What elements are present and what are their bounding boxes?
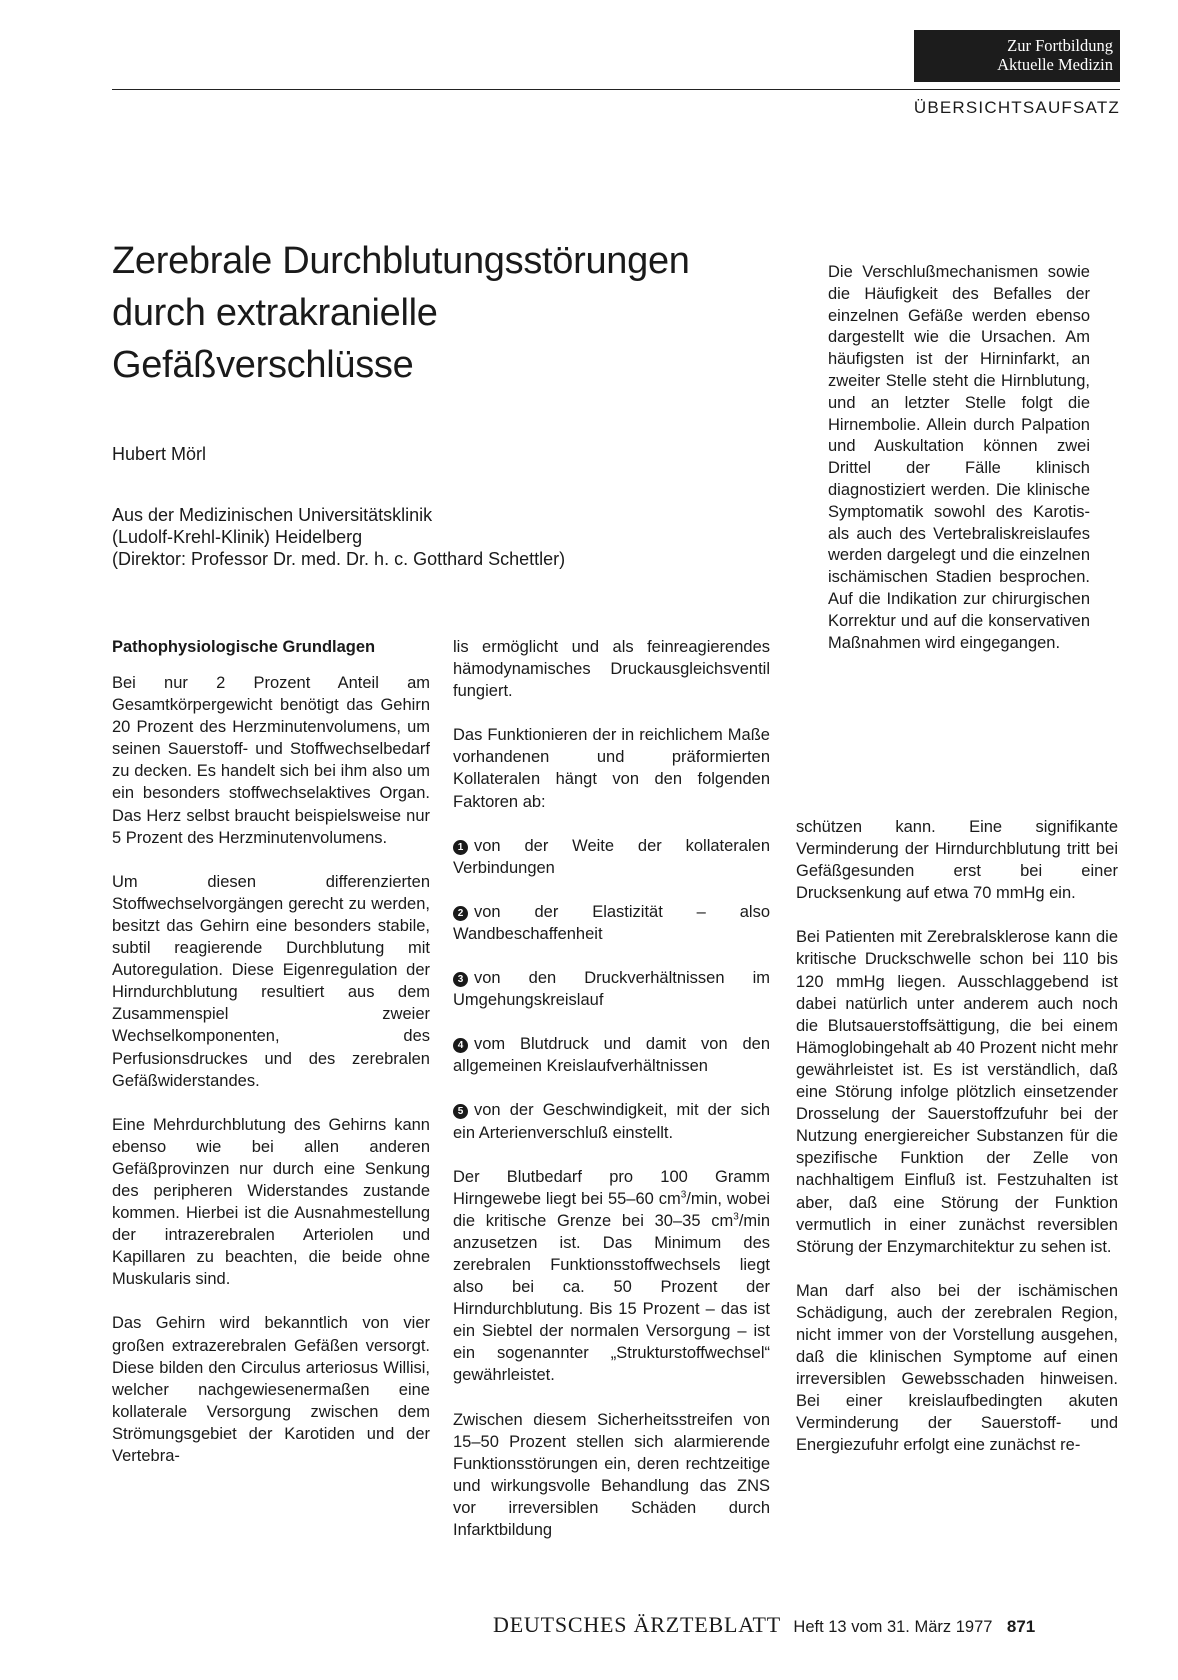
factor-text: von der Elastizität – also Wandbeschaffenheit <box>453 902 770 943</box>
abstract: Die Verschlußmechanismen sowie die Häufigkeit des Befalles der einzelnen Gefäße werden ebenso dargestellt wie die Ursachen. Am häufigsten ist der Hirninfarkt, an zweiter Stelle steht die Hirnblutung, und an letzter Stelle folgt die Hirnembolie. Allein durch Palpation und Auskultation können zwei Drittel der Fälle klinisch diagnostiziert werden. Die klinische Symptomatik sowohl des Karotis- als auch des Vertebraliskreislaufes werden dargelegt und die einzelnen ischämischen Stadien besprochen. Auf die Indikation zur chirurgischen Korrektur und auf die konservativen Maßnahmen wird eingegangen. <box>828 263 1090 652</box>
paragraph: Bei nur 2 Prozent Anteil am Gesamtkörpergewicht benötigt das Gehirn 20 Prozent des Herzminutenvolumens, um seinen Sauerstoff- und Stoffwechselbedarf zu decken. Es handelt sich bei ihm also um ein besonders stoffwechselaktives Organ. Das Herz selbst braucht beispielsweise nur 5 Prozent des Herzminutenvolumens. <box>112 674 430 847</box>
number-4-icon: 4 <box>453 1038 468 1053</box>
number-2-icon: 2 <box>453 906 468 921</box>
paragraph: Zwischen diesem Sicherheitsstreifen von 15–50 Prozent stellen sich alarmierende Funktionsstörungen ein, deren rechtzeitige und wirkungsvolle Behandlung das ZNS vor irreversiblen Schäden durch Infarktbildung <box>453 1410 770 1539</box>
journal-name: DEUTSCHES ÄRZTEBLATT <box>493 1612 781 1637</box>
paragraph: Das Gehirn wird bekanntlich von vier großen extrazerebralen Gefäßen versorgt. Diese bilden den Circulus arteriosus Willisi, welcher nachgewiesenermaßen eine kollaterale Versorgung zwischen dem Strömungsgebiet der Karotiden und der Vertebra- <box>112 1314 430 1465</box>
factor-item <box>453 1099 770 1143</box>
factor-text: von der Geschwindigkeit, mit der sich ein Arterienverschluß einstellt. <box>453 1101 770 1142</box>
affiliation-line-3: (Direktor: Professor Dr. med. Dr. h. c. Gotthard Schettler) <box>112 549 566 569</box>
page-number: 871 <box>1006 1617 1036 1636</box>
title-line-2: durch extrakranielle <box>112 292 438 334</box>
paragraph <box>453 1166 770 1387</box>
issue-info: Heft 13 vom 31. März 1977 <box>793 1618 993 1636</box>
paragraph: Das Funktionieren der in reichlichem Maße vorhandenen und präformierten Kollateralen hängt von den folgenden Faktoren ab: <box>453 726 770 811</box>
text-run: /min anzusetzen ist. Das Minimum des zerebralen Funktionsstoffwechsels liegt also bei ca. 50 Prozent der Hirndurchblutung. Bis 15 Prozent – das ist ein Siebtel der normalen Versorgung – ist ein sogenannter „Strukturstoffwechsel“ gewährleistet. <box>453 1211 770 1385</box>
paragraph: Um diesen differenzierten Stoffwechselvorgängen gerecht zu werden, besitzt das Gehirn eine besonders stabile, subtil reagierende Durchblutung mit Autoregulation. Diese Eigenregulation der Hirndurchblutung resultiert aus dem Zusammenspiel zweier Wechselkomponenten, des Perfusionsdruckes und des zerebralen Gefäßwiderstandes. <box>112 872 430 1090</box>
paragraph: Man darf also bei der ischämischen Schädigung, auch der zerebralen Region, nicht immer von der Vorstellung ausgehen, daß die klinischen Symptome auf einen irreversiblen Gewebsschaden hinweisen. Bei einer kreislaufbedingten akuten Verminderung der Sauerstoff- und Energiezufuhr erfolgt eine zunächst re- <box>796 1281 1118 1455</box>
affiliation <box>112 504 565 570</box>
header-rule <box>112 89 1120 90</box>
paragraph: Eine Mehrdurchblutung des Gehirns kann ebenso wie bei allen anderen Gefäßprovinzen nur durch eine Senkung des peripheren Widerstandes zustande kommen. Hierbei ist die Ausnahmestellung der intrazerebralen Arteriolen und Kapillaren zu beachten, die beide ohne Muskularis sind. <box>112 1115 430 1289</box>
number-3-icon: 3 <box>453 972 468 987</box>
page-footer <box>493 1612 1035 1638</box>
text-run: Der Blutbedarf pro 100 Gramm Hirngewebe liegt bei 55–60 cm <box>453 1167 770 1208</box>
factor-text: vom Blutdruck und damit von den allgemeinen Kreislaufverhältnissen <box>453 1035 770 1076</box>
affiliation-line-1: Aus der Medizinischen Universitätsklinik <box>112 505 433 525</box>
badge-line-2: Aktuelle Medizin <box>997 55 1113 74</box>
factor-item <box>453 967 770 1011</box>
factor-text: von der Weite der kollateralen Verbindungen <box>453 836 770 877</box>
column-1 <box>112 636 430 1467</box>
title-line-3: Gefäßverschlüsse <box>112 344 414 386</box>
paragraph: lis ermöglicht und als feinreagierendes hämodynamisches Druckausgleichsventil fungiert. <box>453 638 770 701</box>
factor-text: von den Druckverhältnissen im Umgehungskreislauf <box>453 969 770 1010</box>
superscript: 3 <box>680 1189 687 1201</box>
number-1-icon: 1 <box>453 840 468 855</box>
affiliation-line-2: (Ludolf-Krehl-Klinik) Heidelberg <box>112 527 363 547</box>
section-heading: Pathophysiologische Grundlagen <box>112 638 376 656</box>
factor-item <box>453 1033 770 1077</box>
section-label: ÜBERSICHTSAUFSATZ <box>913 98 1120 117</box>
article-title <box>112 235 812 391</box>
badge-line-1: Zur Fortbildung <box>1007 36 1113 55</box>
factor-item <box>453 901 770 945</box>
title-line-1: Zerebrale Durchblutungsstörungen <box>112 240 690 282</box>
author: Hubert Mörl <box>112 444 207 464</box>
column-2 <box>453 636 770 1541</box>
superscript: 3 <box>733 1211 739 1223</box>
category-badge <box>914 30 1120 82</box>
text-run: /min, wobei die kritische Grenze bei 30–35 cm <box>453 1189 771 1230</box>
paragraph: schützen kann. Eine signifikante Verminderung der Hirndurchblutung tritt bei Gefäßgesunden erst bei einer Drucksenkung auf etwa 70 mmHg ein. <box>796 818 1118 903</box>
number-5-icon: 5 <box>453 1104 468 1119</box>
column-3 <box>796 816 1118 1457</box>
factor-item <box>453 835 770 879</box>
paragraph: Bei Patienten mit Zerebralsklerose kann die kritische Druckschwelle schon bei 110 bis 120 mmHg liegen. Ausschlaggebend ist dabei natürlich unter anderem auch noch die Blutsauerstoffsättigung, die bei einem Hämoglobingehalt ab 40 Prozent nicht mehr gewährleistet ist. Es ist verständlich, daß eine Störung infolge plötzlich einsetzender Drosselung der Sauerstoffzufuhr bei der Nutzung energiereicher Substanzen für die spezifische Funktion der Zelle von nachhaltigem Einfluß ist. Festzuhalten ist aber, daß eine Störung der Funktion vermutlich in einer zunächst reversiblen Störung der Enzymarchitektur zu sehen ist. <box>796 928 1118 1256</box>
